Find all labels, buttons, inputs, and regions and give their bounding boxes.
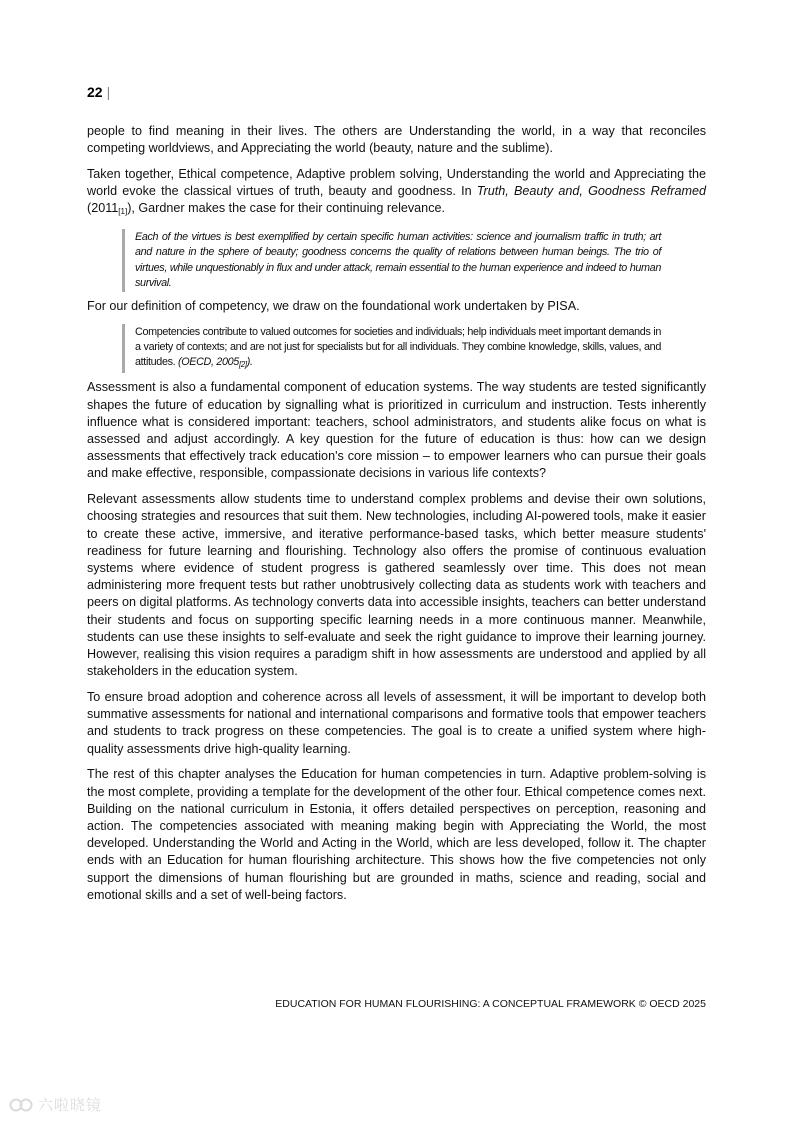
reference-1-link[interactable]: [1] xyxy=(118,207,128,217)
paragraph-2-text-after: ), Gardner makes the case for their continuing relevance. xyxy=(127,201,445,216)
paragraph-7: The rest of this chapter analyses the Education for human competencies in turn. Adaptive problem-solving is the most complete, providing a template for the development of the other four. Ethical competence comes next. Building on the national curriculum in Estonia, it offers detailed perspectives on perception, reasoning and action. The competencies associated with meaning making begin with Appreciating the World, the most developed. Understanding the World and Acting in the World, which are less developed, follow it. The chapter ends with an Education for human flourishing architecture. This shows how the five competencies not only support the dimensions of human flourishing but are grounded in maths, science and reading, social and emotional skills and a set of well-being factors. xyxy=(87,767,706,902)
main-content xyxy=(87,123,706,913)
book-title: Truth, Beauty and, Goodness Reframed xyxy=(476,184,706,199)
oecd-citation: (OECD, 2005 xyxy=(177,356,239,369)
watermark xyxy=(8,1094,102,1115)
page-number-value: 22 xyxy=(87,84,103,100)
oecd-citation-end: ). xyxy=(246,356,253,369)
page-number-separator: | xyxy=(106,84,111,100)
citation-year: (2011 xyxy=(87,201,119,216)
blockquote-gardner-text: Each of the virtues is best exemplified by certain specific human activities: science and journalism traffic in truth; art and nature in the sphere of beauty; goodness concerns the quality of relations between human beings. The trio of virtues, while unquestionably in flux and under attack, remain essential to the human experience and indeed to human survival. xyxy=(135,231,661,289)
paragraph-3: For our definition of competency, we draw on the foundational work undertaken by PISA. xyxy=(87,299,580,314)
paragraph-6: To ensure broad adoption and coherence across all levels of assessment, it will be important to develop both summative assessments for national and international comparisons and formative tools that empower teachers and students to track progress on these competencies. The goal is to create a unified system where high-quality assessments drive high-quality learning. xyxy=(87,690,706,756)
watermark-text: 六啦晓镜 xyxy=(38,1097,103,1114)
paragraph-1: people to find meaning in their lives. The others are Understanding the world, in a way that reconciles competing worldviews, and Appreciating the world (beauty, nature and the sublime). xyxy=(87,124,706,156)
paragraph-4: Assessment is also a fundamental component of education systems. The way students are tested significantly shapes the future of education by signalling what is prioritized in curriculum and instruction. Tests inherently influence what is considered important: teachers, school administrators, and students alike focus on what is assessed and adjust accordingly. A key question for the future of education is thus: how can we design assessments that effectively track education's core mission – to empower learners who can pursue their goals and make effective, responsible, compassionate decisions in various life contexts? xyxy=(87,380,706,481)
reference-2-link[interactable]: [2] xyxy=(238,360,247,370)
blockquote-oecd-citation xyxy=(178,356,253,368)
page-footer: EDUCATION FOR HUMAN FLOURISHING: A CONCEPTUAL FRAMEWORK © OECD 2025 xyxy=(275,998,706,1010)
blockquote-oecd-text xyxy=(135,325,661,373)
blockquote-oecd-body: Competencies contribute to valued outcomes for societies and individuals; help individuals meet important demands in a variety of contexts; and are not just for specialists but for all individuals. They combine knowledge, skills, values, and attitudes. xyxy=(135,325,661,369)
blockquote-gardner xyxy=(122,229,706,292)
link-logo-icon xyxy=(8,1097,34,1113)
blockquote-oecd xyxy=(122,324,706,374)
paragraph-5: Relevant assessments allow students time to understand complex problems and devise their own solutions, choosing strategies and resources that suit them. New technologies, including AI-powered tools, make it easier to create these active, immersive, and iterative performance-based tasks, which better measure students' readiness for future learning and flourishing. Technology also offers the promise of continuous evaluation systems where evidence of student progress is gathered seamlessly over time. This does not mean administering more frequent tests but rather unobtrusively collecting data as students work with teachers and peers on digital platforms. As technology converts data into accessible insights, teachers can better understand their students and focus on supporting specific learning needs in a more continuous manner. Meanwhile, students can use these insights to self-evaluate and seek the right guidance to improve their learning journey. However, realising this vision requires a paradigm shift in how assessments are understood and applied by all stakeholders in the education system. xyxy=(87,492,706,679)
paragraph-2-text-before: Taken together, Ethical competence, Adaptive problem solving, Understanding the world and Appreciating the world evoke the classical virtues of truth, beauty and goodness. In xyxy=(87,167,706,199)
page-number xyxy=(87,84,110,100)
paragraph-2 xyxy=(87,166,706,221)
